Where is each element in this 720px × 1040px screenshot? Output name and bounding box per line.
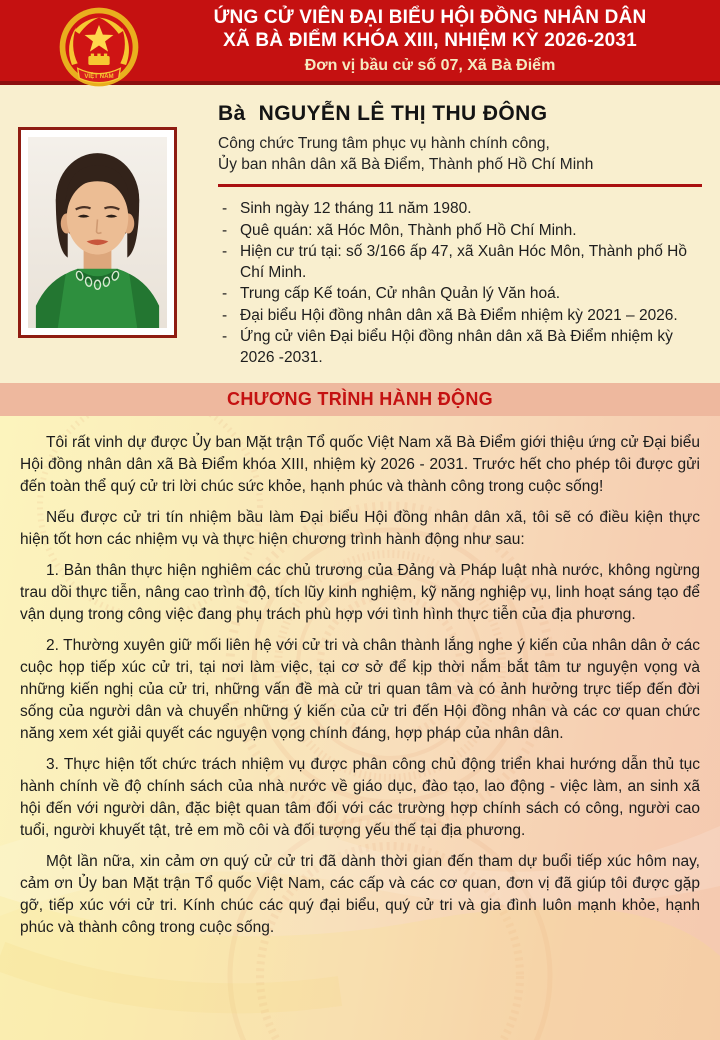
candidate-photo [18,127,177,338]
dash-marker: - [222,243,228,260]
candidate-position-line2: Ủy ban nhân dân xã Bà Điểm, Thành phố Hồ Chí Minh [218,156,594,173]
bio-list-item [218,199,704,220]
candidate-info-section [0,89,720,383]
action-program-paragraph: 2. Thường xuyên giữ mối liên hệ với cử tri và chân thành lắng nghe ý kiến của nhân dân ở các cuộc họp tiếp xúc cử tri, tại nơi làm việc, tại cơ sở để kịp thời nắm bắt tâm tư nguyện vọng và những kiến nghị của cử tri, những vấn đề mà cử tri quan tâm và có ảnh hưởng trực tiếp đến đời sống của người dân và chuyển những ý kiến của cử tri đến Hội đồng nhân và các cơ quan chức năng xem xét giải quyết các nguyện vọng chính đáng, hợp pháp của nhân dân. [20,637,700,742]
action-program-paragraph: 1. Bản thân thực hiện nghiêm các chủ trương của Đảng và Pháp luật nhà nước, không ngừng trau dồi thực tiễn, nâng cao trình độ, tích lũy kinh nghiệm, kỹ năng nghiệp vụ, linh hoạt sáng tạo để vận dụng trong công việc đang phụ trách phù hợp với tình hình thực tiễn của địa phương. [20,562,700,623]
action-program-text [0,416,720,939]
action-program-paragraph: 3. Thực hiện tốt chức trách nhiệm vụ được phân công chủ động triển khai hướng dẫn thủ tục hành chính về độ chính sách của nhà nước về giáo dục, đào tạo, lao động - việc làm, an sinh xã hội đến với người dân, đặc biệt quan tâm đối với các trường hợp chính sách có công, người cao tuổi, người khuyết tật, trẻ em mồ côi và đối tượng yếu thế tại địa phương. [20,756,700,839]
emblem-banner-text: VIỆT NAM [84,73,114,81]
dash-marker: - [222,200,228,217]
header-banner [0,0,720,85]
action-program-paragraph: Nếu được cử tri tín nhiệm bầu làm Đại biểu Hội đồng nhân dân xã, tôi sẽ có điều kiện thực hiện tốt hơn các nhiệm vụ và thực hiện chương trình hành động như sau: [20,509,700,548]
bio-list-item [218,221,704,242]
bio-item-text: Hiện cư trú tại: số 3/166 ấp 47, xã Xuân Hóc Môn, Thành phố Hồ Chí Minh. [240,243,687,281]
candidate-title-prefix: Bà [218,102,246,125]
red-divider-line [218,184,702,187]
header-title-line1: ỨNG CỬ VIÊN ĐẠI BIỂU HỘI ĐỒNG NHÂN DÂN [213,7,647,28]
bio-item-text: Quê quán: xã Hóc Môn, Thành phố Hồ Chí Minh. [240,221,577,239]
candidate-name [218,102,704,126]
bio-list-item [218,242,704,283]
bio-item-text: Đại biểu Hội đồng nhân dân xã Bà Điểm nhiệm kỳ 2021 – 2026. [240,306,678,324]
action-program-body [0,416,720,1040]
vietnam-national-emblem-icon [58,6,140,88]
dash-marker: - [222,221,228,239]
action-program-heading: CHƯƠNG TRÌNH HÀNH ĐỘNG [227,389,493,409]
candidate-bio-list [218,199,704,368]
action-program-paragraph: Một lần nữa, xin cảm ơn quý cử cử tri đã dành thời gian đến tham dự buổi tiếp xúc hôm nay, cảm ơn Ủy ban Mặt trận Tổ quốc Việt Nam, các cấp và các cơ quan, đơn vị đã giúp tôi được gặp gỡ, tiếp xúc với cử tri. Kính chúc các quý đại biểu, quý cử tri và gia đình luôn mạnh khỏe, hạnh phúc và thành công trong cuộc sống. [20,853,700,936]
bio-item-text: Ứng cử viên Đại biểu Hội đồng nhân dân xã Bà Điểm nhiệm kỳ 2026 -2031. [240,328,673,366]
action-program-paragraph: Tôi rất vinh dự được Ủy ban Mặt trận Tổ quốc Việt Nam xã Bà Điểm giới thiệu ứng cử Đại biểu Hội đồng nhân dân xã Bà Điểm khóa XIII, nhiệm kỳ 2026 - 2031. Trước hết cho phép tôi được gửi đến toàn thể quý cử tri lời chúc sức khỏe, hạnh phúc và thành công trong cuộc sống! [20,434,700,495]
action-program-band [0,383,720,416]
dash-marker: - [222,306,228,324]
candidate-position-line1: Công chức Trung tâm phục vụ hành chính công, [218,135,550,152]
bio-list-item [218,306,704,327]
dash-marker: - [222,285,228,302]
header-subtitle-constituency: Đơn vị bầu cử số 07, Xã Bà Điểm [304,57,556,74]
candidate-full-name: NGUYỄN LÊ THỊ THU ĐÔNG [258,102,548,125]
header-title-line2: XÃ BÀ ĐIỂM KHÓA XIII, NHIỆM KỲ 2026-2031 [223,30,637,51]
dash-marker: - [222,328,228,345]
bio-item-text: Sinh ngày 12 tháng 11 năm 1980. [240,200,472,217]
candidate-details [218,102,704,369]
header-text-block [150,6,710,77]
bio-list-item [218,284,704,305]
bio-list-item [218,327,704,368]
bio-item-text: Trung cấp Kế toán, Cử nhân Quản lý Văn hoá. [240,285,561,302]
